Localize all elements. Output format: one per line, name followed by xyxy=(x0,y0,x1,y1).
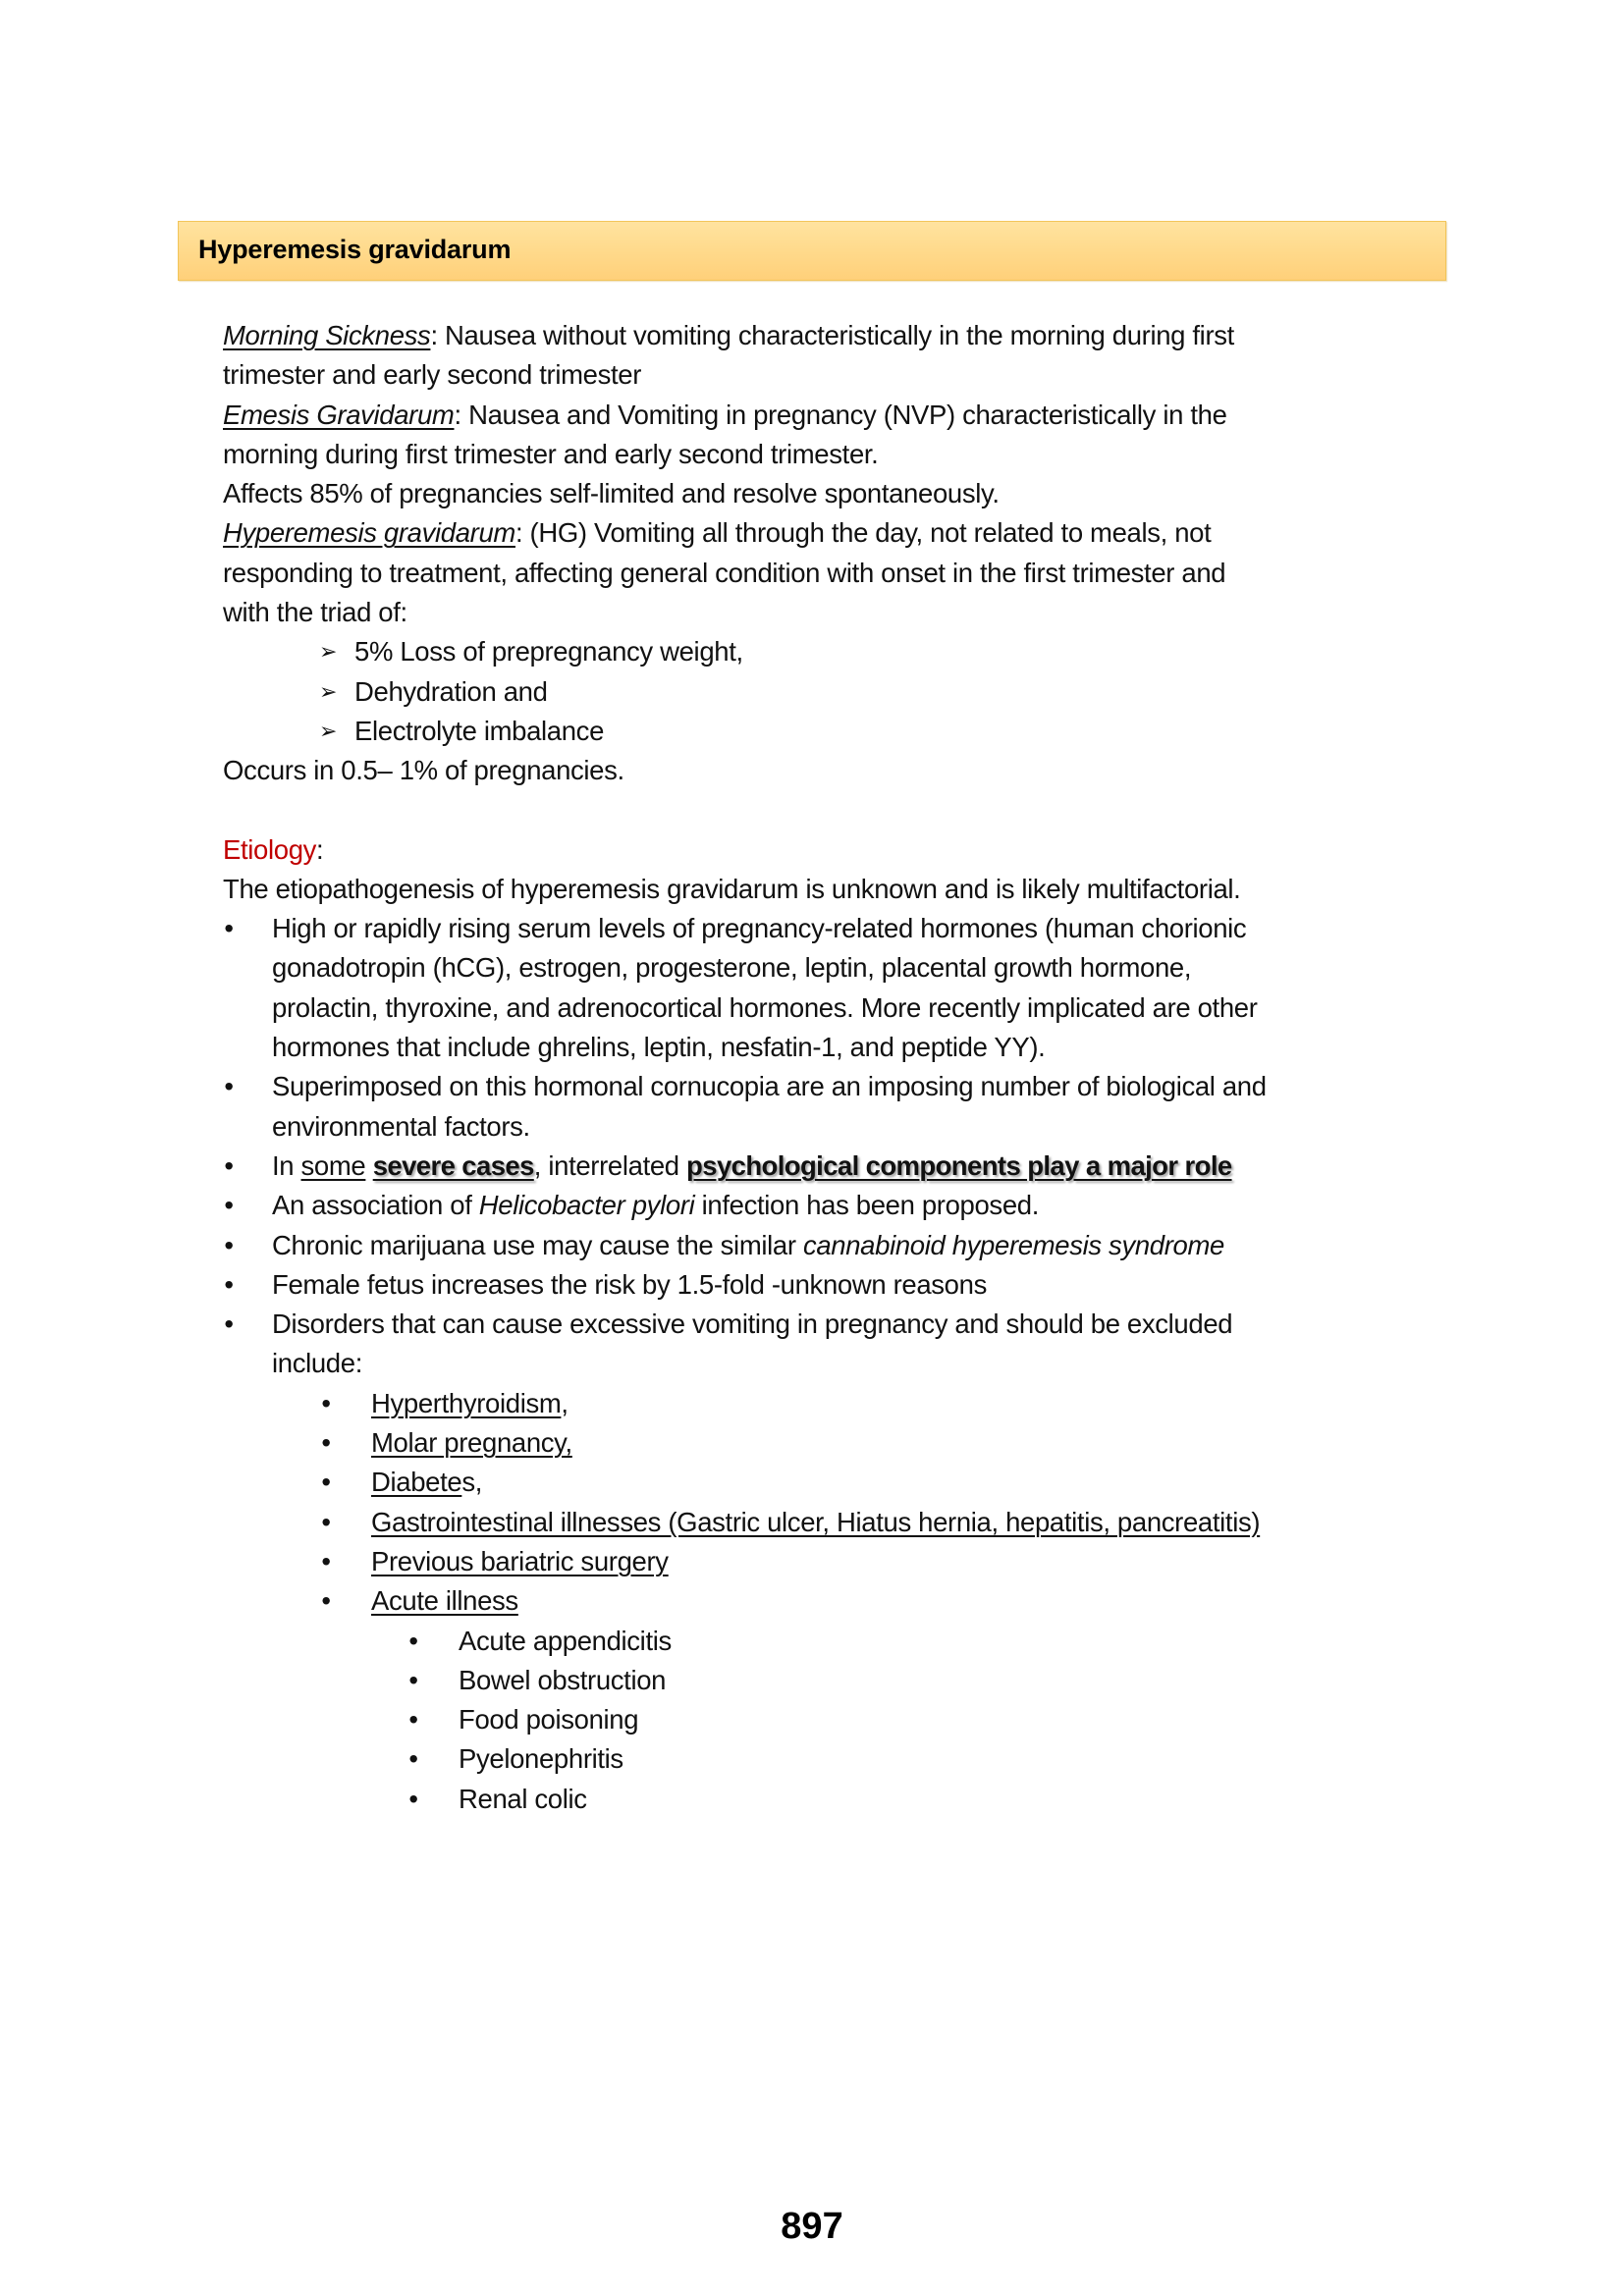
item-text-line: environmental factors. xyxy=(272,1110,530,1142)
acute-illness-text: Acute appendicitis xyxy=(459,1625,672,1656)
exclusion-item xyxy=(223,1463,1440,1502)
term-emesis-gravidarum: Emesis Gravidarum xyxy=(223,399,455,430)
etiology-item-disorders xyxy=(223,1305,1440,1384)
exclusion-text: Molar pregnancy, xyxy=(371,1427,572,1459)
etiology-item-hpylori xyxy=(223,1186,1440,1225)
bullet-icon: • xyxy=(408,1664,418,1695)
affects-statement: Affects 85% of pregnancies self-limited and resolve spontaneously. xyxy=(223,478,1000,509)
triad-item xyxy=(223,632,1440,671)
acute-illness-text: Renal colic xyxy=(459,1783,587,1814)
exclusion-item xyxy=(223,1503,1440,1542)
arrow-bullet-icon: ➢ xyxy=(319,718,338,743)
acute-illness-text: Bowel obstruction xyxy=(459,1664,667,1695)
bullet-icon: • xyxy=(224,1071,234,1102)
item-text-line xyxy=(272,1226,1440,1265)
definition-morning-sickness xyxy=(223,316,1440,355)
text-fragment: , interrelated xyxy=(533,1149,687,1181)
definition-text: : Nausea and Vomiting in pregnancy (NVP) characteristically in the xyxy=(454,399,1227,430)
triad-item-text: 5% Loss of prepregnancy weight, xyxy=(354,636,743,667)
exclusion-item xyxy=(223,1581,1440,1621)
item-text-line: prolactin, thyroxine, and adrenocortical hormones. More recently implicated are other xyxy=(272,991,1258,1023)
arrow-bullet-icon: ➢ xyxy=(319,639,338,665)
bullet-icon: • xyxy=(321,1467,331,1498)
exclusion-item xyxy=(223,1542,1440,1581)
acute-illness-item xyxy=(223,1661,1440,1700)
exclusion-text: Gastrointestinal illnesses (Gastric ulcer, Hiatus hernia, hepatitis, pancreatitis) xyxy=(371,1506,1261,1537)
etiology-item-marijuana xyxy=(223,1226,1440,1265)
acute-illness-item xyxy=(223,1700,1440,1739)
heading-colon: : xyxy=(316,833,324,865)
exclusion-suffix: s, xyxy=(461,1467,483,1498)
definition-text: : Nausea without vomiting characteristically in the morning during first xyxy=(430,320,1234,350)
item-text-line: Superimposed on this hormonal cornucopia are an imposing number of biological and xyxy=(272,1071,1267,1102)
definition-text: : (HG) Vomiting all through the day, not related to meals, not xyxy=(514,517,1212,549)
occurrence-statement: Occurs in 0.5– 1% of pregnancies. xyxy=(223,755,624,786)
organism-name: Helicobacter pylori xyxy=(478,1190,695,1221)
exclusion-item xyxy=(223,1423,1440,1463)
triad-item-text: Dehydration and xyxy=(354,675,548,707)
definition-text-line: with the triad of: xyxy=(223,597,407,628)
bullet-icon: • xyxy=(408,1783,418,1814)
bullet-icon: • xyxy=(408,1743,418,1775)
bullet-icon: • xyxy=(321,1585,331,1617)
item-text-line xyxy=(272,1186,1440,1225)
definition-text-line: morning during first trimester and early second trimester. xyxy=(223,438,879,469)
definition-text-line: responding to treatment, affecting general condition with onset in the first trimester and xyxy=(223,557,1226,588)
etiology-heading-text: Etiology xyxy=(223,833,317,865)
item-text-line: High or rapidly rising serum levels of pregnancy-related hormones (human chorionic xyxy=(272,913,1247,944)
text-fragment: Chronic marijuana use may cause the similar xyxy=(272,1229,803,1260)
term-hyperemesis-gravidarum: Hyperemesis gravidarum xyxy=(223,517,515,549)
etiology-item-superimposed xyxy=(223,1067,1440,1147)
emphasis-some: some xyxy=(300,1149,366,1181)
item-text-line: include: xyxy=(272,1348,362,1379)
acute-illness-text: Food poisoning xyxy=(459,1704,639,1735)
item-text-line: gonadotropin (hCG), estrogen, progesterone, leptin, placental growth hormone, xyxy=(272,952,1192,984)
exclusion-item xyxy=(223,1384,1440,1423)
triad-item xyxy=(223,672,1440,712)
bullet-icon: • xyxy=(408,1625,418,1656)
acute-illness-item xyxy=(223,1739,1440,1779)
exclusion-text: Diabete xyxy=(371,1467,462,1498)
acute-illness-item xyxy=(223,1780,1440,1819)
exclusion-text: Hyperthyroidism xyxy=(371,1387,562,1418)
syndrome-name: cannabinoid hyperemesis syndrome xyxy=(802,1229,1224,1260)
definition-emesis-gravidarum xyxy=(223,396,1440,435)
bullet-icon: • xyxy=(224,1190,234,1221)
triad-item xyxy=(223,712,1440,751)
page-number: 897 xyxy=(781,2206,843,2247)
item-text-line: Disorders that can cause excessive vomiting in pregnancy and should be excluded xyxy=(272,1308,1233,1340)
bullet-icon: • xyxy=(408,1704,418,1735)
item-text-line xyxy=(272,1147,1440,1186)
term-morning-sickness: Morning Sickness xyxy=(223,320,431,350)
etiology-heading xyxy=(223,830,1440,870)
item-text-line: Female fetus increases the risk by 1.5-fold -unknown reasons xyxy=(272,1268,987,1300)
exclusion-text: Acute illness xyxy=(371,1585,518,1617)
document-body xyxy=(223,316,1440,1819)
definition-text-line: trimester and early second trimester xyxy=(223,359,642,391)
emphasis-severe-cases: severe cases xyxy=(372,1149,534,1181)
bullet-icon: • xyxy=(321,1545,331,1576)
bullet-icon: • xyxy=(321,1427,331,1459)
arrow-bullet-icon: ➢ xyxy=(319,678,338,704)
spacer xyxy=(223,791,1440,830)
acute-illness-text: Pyelonephritis xyxy=(459,1743,623,1775)
section-title: Hyperemesis gravidarum xyxy=(198,235,512,264)
etiology-item-female-fetus xyxy=(223,1265,1440,1305)
text-fragment: An association of xyxy=(272,1190,479,1221)
bullet-icon: • xyxy=(321,1506,331,1537)
etiology-item-psychological xyxy=(223,1147,1440,1186)
exclusion-text: Previous bariatric surgery xyxy=(371,1545,669,1576)
etiology-item-hormones xyxy=(223,909,1440,1067)
bullet-icon: • xyxy=(224,913,234,944)
text-fragment: In xyxy=(272,1149,301,1181)
bullet-icon: • xyxy=(224,1268,234,1300)
triad-item-text: Electrolyte imbalance xyxy=(354,715,605,746)
acute-illness-item xyxy=(223,1622,1440,1661)
bullet-icon: • xyxy=(224,1149,234,1181)
etiology-intro: The etiopathogenesis of hyperemesis gravidarum is unknown and is likely multifactorial. xyxy=(223,873,1241,904)
emphasis-psychological-components: psychological components play a major role xyxy=(686,1149,1232,1181)
text-fragment: infection has been proposed. xyxy=(694,1190,1040,1221)
bullet-icon: • xyxy=(224,1229,234,1260)
section-header-box xyxy=(178,221,1446,281)
item-text-line: hormones that include ghrelins, leptin, nesfatin-1, and peptide YY). xyxy=(272,1032,1046,1063)
bullet-icon: • xyxy=(321,1387,331,1418)
definition-hyperemesis xyxy=(223,513,1440,553)
text-fragment xyxy=(365,1150,372,1181)
bullet-icon: • xyxy=(224,1308,234,1340)
exclusion-suffix: , xyxy=(561,1387,568,1418)
